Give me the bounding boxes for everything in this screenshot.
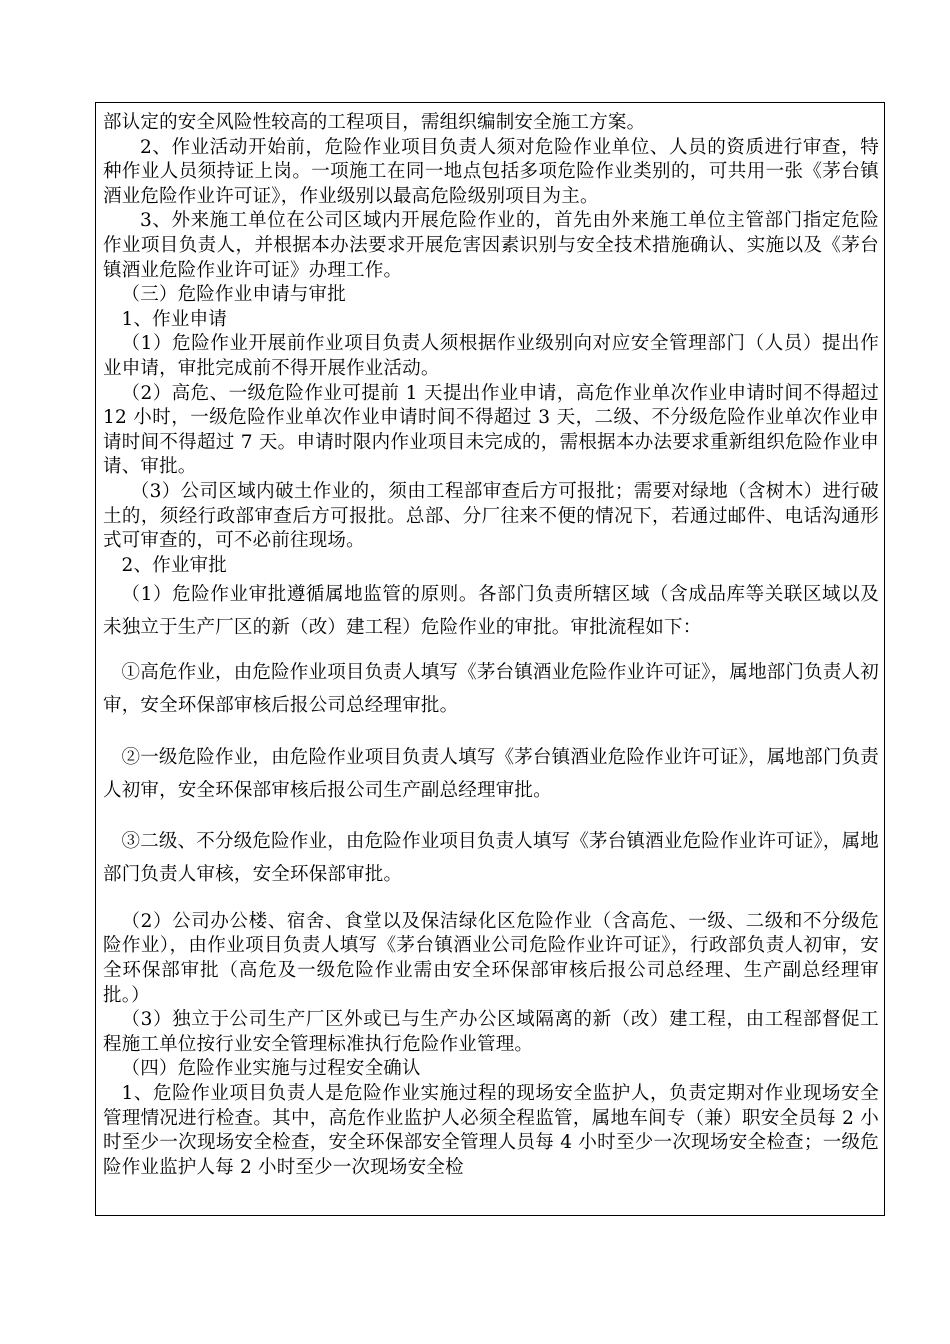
paragraph: （1）危险作业开展前作业项目负责人须根据作业级别向对应安全管理部门（人员）提出作业申请，审批完成前不得开展作业活动。 — [103, 333, 879, 379]
paragraph: （2）高危、一级危险作业可提前 1 天提出作业申请，高危作业单次作业申请时间不得超过 12 小时，一级危险作业单次作业申请时间不得超过 3 天，二级、不分级危险作业单次作业申请时间不得超过 7 天。申请时限内作业项目未完成的，需根据本办法要求重新组织危险作业申请、审批。 — [103, 382, 879, 478]
paragraph: 2、作业活动开始前，危险作业项目负责人须对危险作业单位、人员的资质进行审查，特种作业人员须持证上岗。一项施工在同一地点包括多项危险作业类别的，可共用一张《茅台镇酒业危险作业许可证》，作业级别以最高危险级别项目为主。 — [103, 136, 879, 207]
paragraph: 1、危险作业项目负责人是危险作业实施过程的现场安全监护人，负责定期对作业现场安全管理情况进行检查。其中，高危作业监护人必须全程监管，属地车间专（兼）职安全员每 2 小时至少一次现场安全检查，安全环保部安全管理人员每 4 小时至少一次现场安全检查；一级危险作业监护人每 2 小时至少一次现场安全检 — [103, 1082, 879, 1178]
approval-step-2: ②一级危险作业，由危险作业项目负责人填写《茅台镇酒业危险作业许可证》，属地部门负责人初审，安全环保部审核后报公司生产副总经理审批。 — [103, 746, 879, 801]
paragraph: （3）独立于公司生产厂区外或已与生产办公区域隔离的新（改）建工程，由工程部督促工程施工单位按行业安全管理标准执行危险作业管理。 — [103, 1009, 879, 1055]
subsection-heading: 2、作业审批 — [121, 554, 227, 576]
paragraph: 部认定的安全风险性较高的工程项目，需组织编制安全施工方案。 — [103, 112, 646, 133]
approval-step-3: ③二级、不分级危险作业，由危险作业项目负责人填写《茅台镇酒业危险作业许可证》，属地部门负责人审核，安全环保部审批。 — [103, 831, 879, 886]
section-heading: （四）危险作业实施与过程安全确认 — [121, 1058, 421, 1080]
paragraph: （1）危险作业审批遵循属地监管的原则。各部门负责所辖区域（含成品库等关联区域以及未独立于生产厂区的新（改）建工程）危险作业的审批。审批流程如下： — [103, 584, 879, 639]
document-frame — [95, 102, 885, 1216]
subsection-heading: 1、作业申请 — [121, 308, 227, 330]
paragraph: （3）公司区域内破土作业的，须由工程部审查后方可报批；需要对绿地（含树木）进行破土的，须经行政部审查后方可报批。总部、分厂往来不便的情况下，若通过邮件、电话沟通形式可审查的，可不必前往现场。 — [103, 480, 879, 552]
paragraph: （2）公司办公楼、宿舍、食堂以及保洁绿化区危险作业（含高危、一级、二级和不分级危险作业），由作业项目负责人填写《茅台镇酒业公司危险作业许可证》，行政部负责人初审，安全环保部审批（高危及一级危险作业需由安全环保部审核后报公司总经理、生产副总经理审批。） — [103, 910, 879, 1006]
approval-step-1: ①高危作业，由危险作业项目负责人填写《茅台镇酒业危险作业许可证》，属地部门负责人初审，安全环保部审核后报公司总经理审批。 — [103, 662, 879, 717]
paragraph: 3、外来施工单位在公司区域内开展危险作业的，首先由外来施工单位主管部门指定危险作业项目负责人，并根据本办法要求开展危害因素识别与安全技术措施确认、实施以及《茅台镇酒业危险作业许可证》办理工作。 — [103, 210, 879, 281]
section-heading: （三）危险作业申请与审批 — [121, 284, 346, 306]
